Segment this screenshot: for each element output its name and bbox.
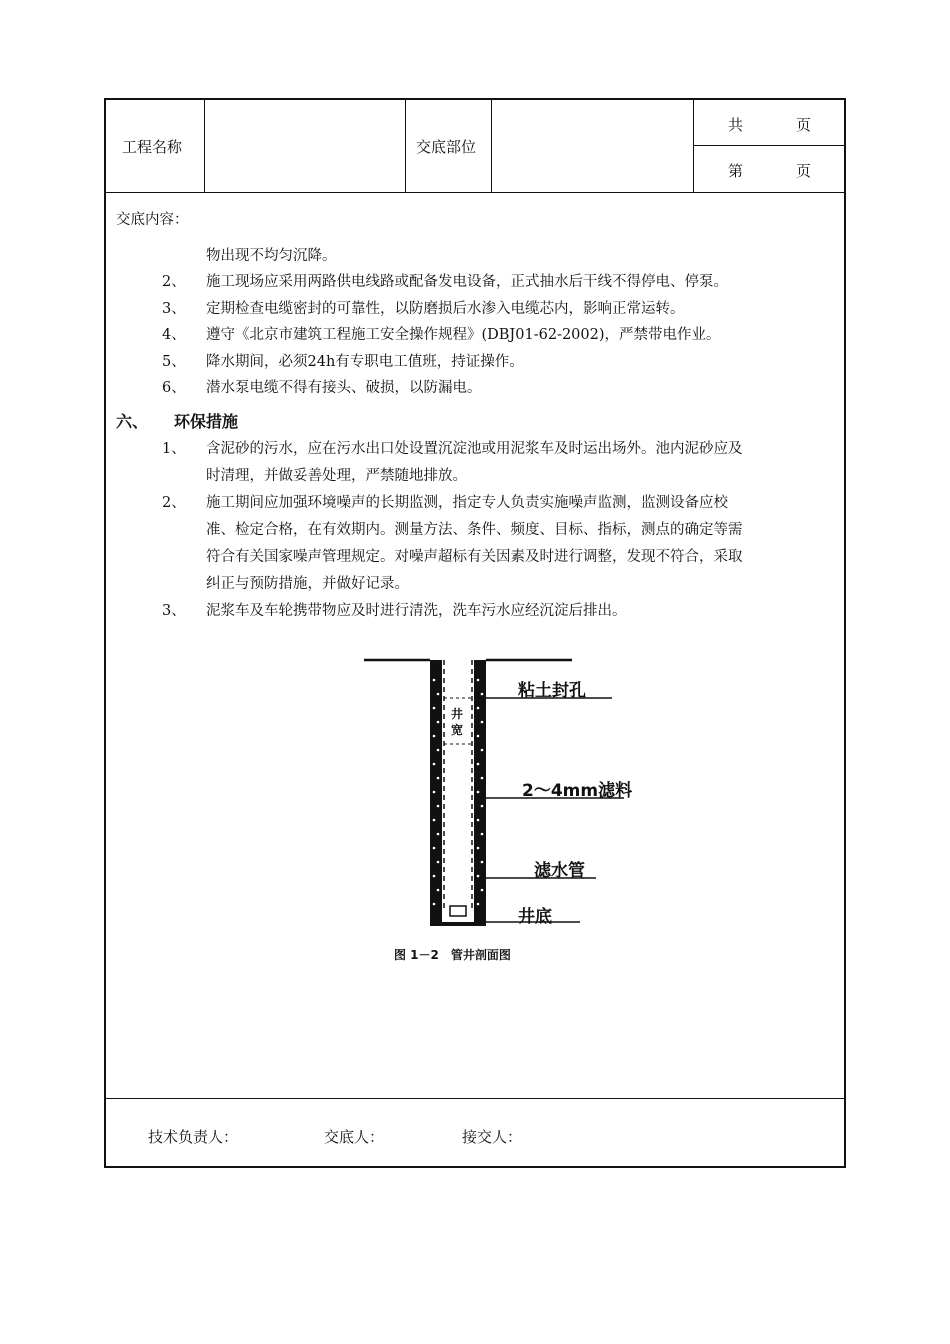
well-width-label (447, 706, 467, 738)
divider (106, 1098, 844, 1099)
well-wall-right (474, 660, 486, 926)
safety-item-number: 3、 (162, 301, 186, 317)
safety-item: 遵守《北京市建筑工程施工安全操作规程》(DBJ01-62-2002)，严禁带电作业。 (206, 327, 721, 343)
safety-item-number: 4、 (162, 327, 186, 343)
page-number-prefix: 第 (728, 162, 744, 180)
page-number-suffix: 页 (796, 162, 812, 180)
env-item-line: 施工期间应加强环境噪声的长期监测，指定专人负责实施噪声监测，监测设备应校 (206, 495, 728, 511)
disclosure-form (104, 98, 846, 1168)
env-item-number: 2、 (162, 495, 186, 511)
env-item-line: 纠正与预防措施，并做好记录。 (206, 576, 409, 592)
section-six-number: 六、 (116, 412, 149, 431)
section-six-title: 环保措施 (174, 412, 239, 431)
env-item-line: 泥浆车及车轮携带物应及时进行清洗，洗车污水应经沉淀后排出。 (206, 603, 627, 619)
divider (693, 100, 694, 192)
total-pages-prefix: 共 (728, 116, 744, 134)
divider (491, 100, 492, 192)
safety-item: 施工现场应采用两路供电线路或配备发电设备，正式抽水后干线不得停电、停泵。 (206, 274, 728, 290)
env-item-line: 准、检定合格，在有效期内。测量方法、条件、频度、目标、指标，测点的确定等需 (206, 522, 743, 538)
tube-well-section-diagram (350, 650, 640, 970)
content-label: 交底内容： (116, 212, 189, 228)
well-wall-left (430, 660, 442, 926)
env-item-line: 符合有关国家噪声管理规定。对噪声超标有关因素及时进行调整，发现不符合，采取 (206, 549, 743, 565)
presenter-label: 交底人： (324, 1128, 385, 1146)
callout-well-bottom: 井底 (518, 907, 552, 927)
safety-item-number: 6、 (162, 380, 186, 396)
divider (106, 192, 844, 193)
safety-item: 潜水泵电缆不得有接头、破损，以防漏电。 (206, 380, 482, 396)
safety-item-number: 5、 (162, 354, 186, 370)
project-name-label: 工程名称 (122, 138, 183, 156)
total-pages-suffix: 页 (796, 116, 812, 134)
well-bottom-plug (450, 906, 466, 916)
env-item-number: 1、 (162, 441, 186, 457)
safety-item-number: 2、 (162, 274, 186, 290)
divider (405, 100, 406, 192)
figure-caption: 图 1－2 管井剖面图 (394, 948, 511, 962)
tech-lead-label: 技术负责人： (148, 1128, 239, 1146)
callout-clay-seal: 粘土封孔 (518, 681, 586, 701)
safety-item: 定期检查电缆密封的可靠性，以防磨损后水渗入电缆芯内，影响正常运转。 (206, 301, 685, 317)
continuation-line: 物出现不均匀沉降。 (206, 248, 337, 264)
divider (693, 145, 844, 146)
well-bottom-base (430, 922, 486, 926)
env-item-line: 时清理，并做妥善处理，严禁随地排放。 (206, 468, 467, 484)
safety-item: 降水期间，必须24h有专职电工值班，持证操作。 (206, 354, 524, 370)
callout-filter-material: 2～4mm滤料 (522, 781, 633, 801)
divider (204, 100, 205, 192)
well-width-label-2: 宽 (450, 723, 463, 737)
callout-filter-pipe: 滤水管 (534, 861, 585, 881)
receiver-label: 接交人： (462, 1128, 523, 1146)
env-item-line: 含泥砂的污水，应在污水出口处设置沉淀池或用泥浆车及时运出场外。池内泥砂应及 (206, 441, 743, 457)
disclosure-part-label: 交底部位 (416, 138, 477, 156)
well-width-label-1: 井 (450, 707, 463, 721)
env-item-number: 3、 (162, 603, 186, 619)
